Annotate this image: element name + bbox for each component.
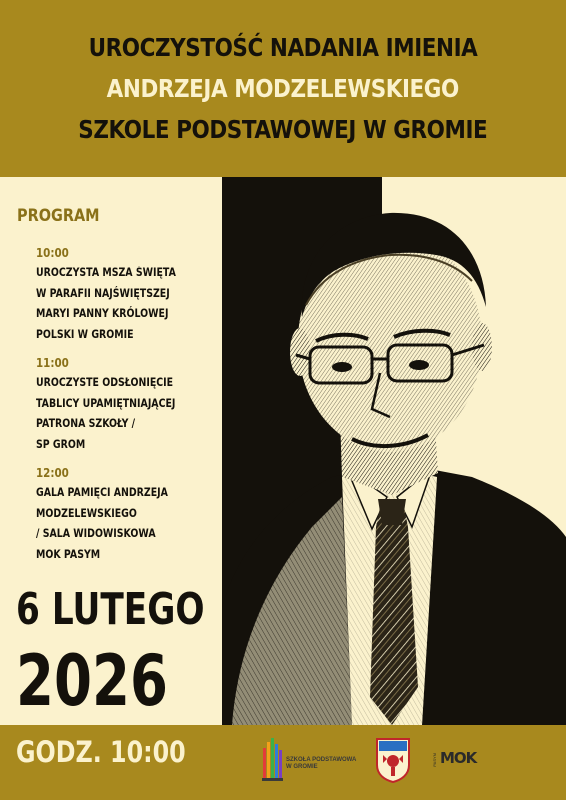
title-line-2: ANDRZEJA MODZELEWSKIEGO	[106, 74, 460, 103]
description-line: PATRONA SZKOŁY /	[36, 417, 136, 430]
school-logo-text: SZKOŁA PODSTAWOWA W GROMIE	[286, 757, 357, 770]
program-item-description	[36, 483, 191, 565]
title-banner	[0, 0, 566, 177]
program-item	[36, 245, 220, 345]
program-item-time: 11:00	[36, 356, 69, 370]
title-line-3: SZKOLE PODSTAWOWEJ W GROMIE	[78, 115, 488, 144]
event-date: 6 LUTEGO	[16, 584, 205, 635]
title-line-1: UROCZYSTOŚĆ NADANIA IMIENIA	[88, 33, 478, 62]
program-item	[36, 355, 220, 455]
description-line: GALA PAMIĘCI ANDRZEJA	[36, 486, 168, 499]
program-list	[36, 245, 220, 575]
description-line: MOK PASYM	[36, 547, 101, 561]
event-year: 2026	[16, 640, 168, 722]
program-item-description	[36, 373, 191, 455]
description-line: TABLICY UPAMIĘTNIAJĄCEJ	[36, 396, 176, 410]
description-line: POLSKI W GROMIE	[36, 327, 134, 341]
description-line: MARYI PANNY KRÓLOWEJ	[36, 307, 169, 320]
program-item-description	[36, 263, 191, 345]
mok-logo: PASYM MOK	[432, 749, 477, 767]
program-item	[36, 465, 220, 565]
school-logo	[262, 736, 372, 784]
school-logo-icon	[262, 738, 284, 782]
description-line: W PARAFII NAJŚWIĘTSZEJ	[36, 286, 170, 300]
event-hour: GODZ. 10:00	[16, 735, 186, 769]
footer-bar	[0, 725, 566, 800]
portrait-photo	[222, 177, 566, 725]
program-item-time: 12:00	[36, 466, 69, 480]
program-heading: PROGRAM	[17, 206, 100, 226]
description-line: MODZELEWSKIEGO	[36, 506, 137, 520]
program-item-time: 10:00	[36, 246, 69, 260]
crest-icon	[375, 737, 411, 783]
description-line: UROCZYSTA MSZA ŚWIĘTA	[36, 266, 176, 279]
description-line: SP GROM	[36, 437, 86, 451]
description-line: UROCZYSTE ODSŁONIĘCIE	[36, 376, 174, 389]
description-line: / SALA WIDOWISKOWA	[36, 527, 156, 540]
